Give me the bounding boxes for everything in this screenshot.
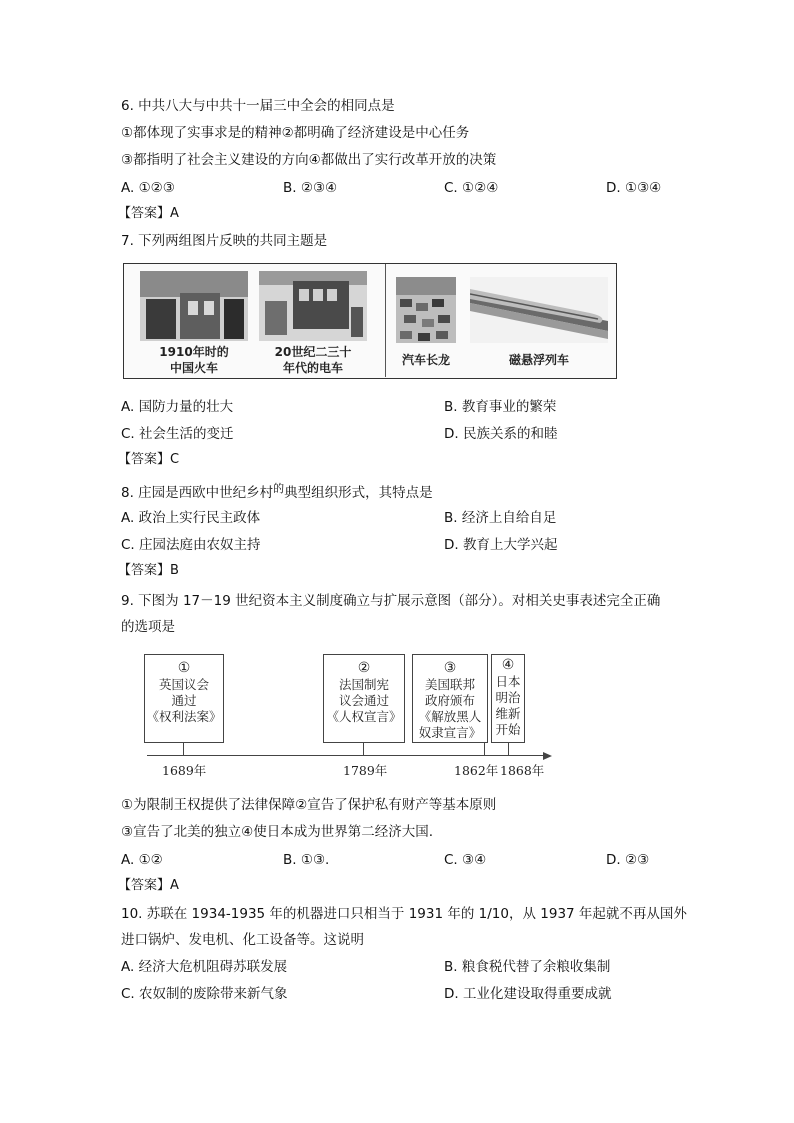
- timeline-box-3-text: 美国联邦 政府颁布 《解放黑人 奴隶宣言》: [418, 677, 482, 740]
- q10-option-c: C. 农奴制的废除带来新气象: [121, 986, 288, 1002]
- q9-answer: 【答案】A: [118, 878, 179, 893]
- q8-stem-part2: 典型组织形式，其特点是: [284, 485, 433, 501]
- q9-option-d: D. ②③: [606, 852, 650, 868]
- q8-stem: [121, 484, 433, 503]
- q6-option-a: A. ①②③: [121, 180, 175, 196]
- timeline-box-1: [144, 654, 224, 743]
- caption-train-1910-text: 1910年时的 中国火车: [159, 345, 229, 375]
- tram-1920s-photo: [259, 271, 367, 341]
- timeline-box-1-text: 英国议会 通过 《权利法案》: [146, 677, 222, 724]
- q6-option-c: C. ①②④: [444, 180, 499, 196]
- q8-stem-part1: 8. 庄园是西欧中世纪乡村: [121, 485, 274, 501]
- q8-stem-sup: 的: [273, 482, 285, 495]
- q9-option-b: B. ①③.: [283, 852, 330, 868]
- q6-answer: 【答案】A: [118, 206, 179, 221]
- timeline-box-2-num: ②: [357, 660, 371, 676]
- timeline-year-1: 1689年: [162, 763, 207, 778]
- timeline-box-1-num: ①: [177, 660, 191, 676]
- q8-option-d: D. 教育上大学兴起: [444, 537, 558, 553]
- q7-image-panel: [123, 263, 617, 379]
- q9-option-a: A. ①②: [121, 852, 163, 868]
- timeline-stem-1: [183, 743, 184, 755]
- timeline-box-4-num: ④: [501, 657, 515, 673]
- q9-stem-line1: 9. 下图为 17－19 世纪资本主义制度确立与扩展示意图（部分）。对相关史事表述完全正确: [121, 593, 661, 609]
- timeline-stem-4: [508, 743, 509, 755]
- maglev-train-photo: [470, 277, 608, 343]
- traffic-jam-photo: [396, 277, 456, 343]
- q9-stem-line2: 的选项是: [121, 619, 175, 635]
- timeline-box-3-num: ③: [443, 660, 457, 676]
- timeline-year-3: 1862年: [454, 763, 499, 778]
- image-divider: [385, 264, 386, 377]
- timeline-axis: [147, 755, 545, 756]
- q6-statements-line2: ③都指明了社会主义建设的方向④都做出了实行改革开放的决策: [121, 152, 497, 168]
- timeline-year-4: 1868年: [500, 763, 545, 778]
- q10-option-d: D. 工业化建设取得重要成就: [444, 986, 612, 1002]
- q10-stem-line2: 进口锅炉、发电机、化工设备等。这说明: [121, 932, 364, 948]
- q6-option-d: D. ①③④: [606, 180, 662, 196]
- train-1910-photo: [140, 271, 248, 341]
- timeline-stem-2: [363, 743, 364, 755]
- q9-statements-line2: ③宣告了北美的独立④使日本成为世界第二经济大国.: [121, 824, 433, 840]
- timeline-stem-3: [484, 743, 485, 755]
- timeline-box-2: [323, 654, 405, 743]
- caption-tram-1920s-text: 20世纪二三十 年代的电车: [274, 345, 352, 375]
- timeline-arrow-icon: [543, 752, 552, 760]
- timeline-year-2: 1789年: [343, 763, 388, 778]
- q8-option-c: C. 庄园法庭由农奴主持: [121, 537, 261, 553]
- q6-stem: 6. 中共八大与中共十一届三中全会的相同点是: [121, 98, 395, 114]
- q7-option-b: B. 教育事业的繁荣: [444, 399, 557, 415]
- q10-option-a: A. 经济大危机阻碍苏联发展: [121, 959, 288, 975]
- q6-option-b: B. ②③④: [283, 180, 338, 196]
- caption-tram-1920s: [254, 344, 372, 376]
- timeline-box-4: [491, 654, 525, 743]
- timeline-box-4-text: 日本 明治 维新 开始: [495, 674, 521, 737]
- q8-option-a: A. 政治上实行民主政体: [121, 510, 261, 526]
- q7-stem: 7. 下列两组图片反映的共同主题是: [121, 233, 328, 249]
- q7-option-d: D. 民族关系的和睦: [444, 426, 558, 442]
- timeline-box-3: [412, 654, 488, 743]
- timeline-box-2-text: 法国制宪 议会通过 《人权宣言》: [326, 677, 402, 724]
- q8-option-b: B. 经济上自给自足: [444, 510, 557, 526]
- caption-traffic-jam: 汽车长龙: [401, 353, 450, 367]
- caption-maglev: 磁悬浮列车: [508, 353, 569, 367]
- q10-stem-line1: 10. 苏联在 1934-1935 年的机器进口只相当于 1931 年的 1/10，从 1937 年起就不再从国外: [121, 906, 687, 922]
- q9-statements-line1: ①为限制王权提供了法律保障②宣告了保护私有财产等基本原则: [121, 797, 497, 813]
- q8-answer: 【答案】B: [118, 563, 179, 578]
- q9-option-c: C. ③④: [444, 852, 487, 868]
- q7-answer: 【答案】C: [118, 452, 180, 467]
- q7-option-a: A. 国防力量的壮大: [121, 399, 234, 415]
- q7-option-c: C. 社会生活的变迁: [121, 426, 234, 442]
- q6-statements-line1: ①都体现了实事求是的精神②都明确了经济建设是中心任务: [121, 125, 470, 141]
- caption-train-1910: [140, 344, 248, 376]
- q10-option-b: B. 粮食税代替了余粮收集制: [444, 959, 611, 975]
